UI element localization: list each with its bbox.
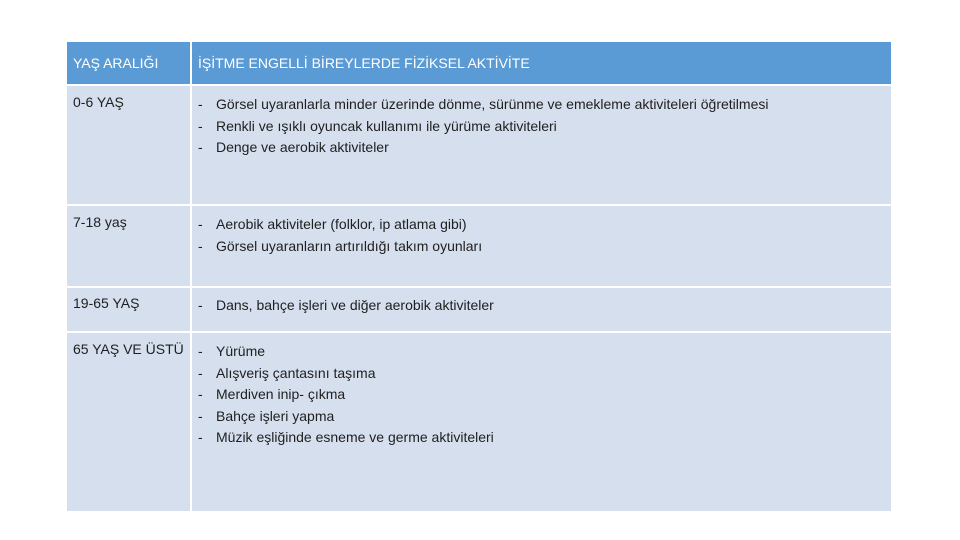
bullet-dash: - [198,343,203,359]
list-item-text: Yürüme [216,343,266,359]
list-item-text: Görsel uyaranlarla minder üzerinde dönme, sürünme ve emekleme aktiviteleri öğretilmesi [216,96,769,112]
list-item-text: Renkli ve ışıklı oyuncak kullanımı ile yürüme aktiviteleri [216,117,557,134]
age-cell: 19-65 YAŞ [67,287,191,332]
table-row [67,85,892,205]
activity-cell [191,287,892,332]
list-item [198,406,885,428]
list-item-text: Görsel uyaranların artırıldığı takım oyunları [216,237,483,254]
list-item [198,363,885,385]
age-cell: 7-18 yaş [67,205,191,287]
activity-list [198,94,885,159]
header-row [67,42,892,85]
activity-list [198,214,885,257]
list-item [198,236,885,258]
bullet-dash: - [198,139,203,155]
table-row [67,332,892,512]
list-item-text: Dans, bahçe işleri ve diğer aerobik aktiviteler [216,297,494,313]
list-item-text: Denge ve aerobik aktiviteler [216,139,389,155]
list-item [198,137,885,159]
list-item [198,384,885,406]
bullet-dash: - [198,237,203,254]
activity-cell [191,332,892,512]
bullet-dash: - [198,117,203,134]
table-row [67,205,892,287]
activity-list [198,295,885,317]
list-item [198,295,885,317]
list-item-text: Aerobik aktiviteler (folklor, ip atlama gibi) [216,216,467,232]
activity-cell [191,85,892,205]
age-cell: 65 YAŞ VE ÜSTÜ [67,332,191,512]
bullet-dash: - [198,429,203,445]
age-cell: 0-6 YAŞ [67,85,191,205]
list-item-text: Merdiven inip- çıkma [216,386,346,402]
list-item-text: Bahçe işleri yapma [216,407,335,424]
list-item-text: Alışveriş çantasını taşıma [216,364,376,381]
list-item [198,341,885,363]
list-item-text: Müzik eşliğinde esneme ve germe aktiviteleri [216,429,494,445]
list-item [198,427,885,449]
activity-cell [191,205,892,287]
bullet-dash: - [198,364,203,381]
bullet-dash: - [198,386,203,402]
activity-table [67,42,893,513]
list-item [198,214,885,236]
list-item [198,94,885,116]
activity-list [198,341,885,449]
table-row [67,287,892,332]
bullet-dash: - [198,96,203,112]
bullet-dash: - [198,216,203,232]
list-item [198,116,885,138]
bullet-dash: - [198,407,203,424]
header-age-range: YAŞ ARALIĞI [67,42,191,85]
header-physical-activity: İŞİTME ENGELLİ BİREYLERDE FİZİKSEL AKTİVİTE [191,42,892,85]
bullet-dash: - [198,297,203,313]
